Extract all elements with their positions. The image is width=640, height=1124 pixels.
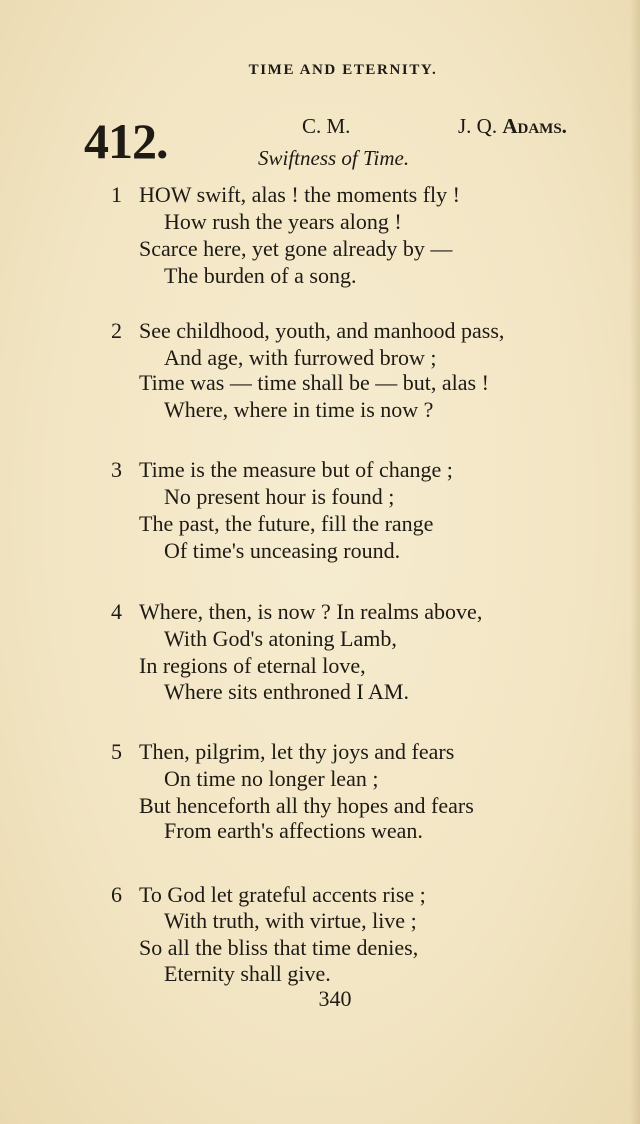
verse-line: From earth's affections wean.: [164, 818, 423, 843]
verse-line: With God's atoning Lamb,: [164, 626, 397, 651]
page-number: 340: [318, 986, 352, 1011]
verse-line: The past, the future, fill the range: [139, 511, 434, 536]
hymn-author: [458, 114, 567, 139]
verse-line: In regions of eternal love,: [139, 653, 366, 678]
verse-number: 3: [111, 457, 122, 482]
verse-line: Eternity shall give.: [164, 961, 331, 986]
verse-number: 5: [111, 739, 122, 764]
verse-line: But henceforth all thy hopes and fears: [139, 793, 474, 818]
verse-number: 1: [111, 182, 122, 207]
hymn-title: Swiftness of Time.: [258, 146, 410, 170]
author-surname: Adams.: [502, 114, 567, 138]
running-head: TIME AND ETERNITY.: [248, 62, 438, 78]
verse-line: Scarce here, yet gone already by —: [139, 236, 453, 261]
page-edge-shadow: [630, 0, 640, 1124]
verse-line: No present hour is found ;: [164, 484, 395, 509]
author-initials: J. Q.: [458, 114, 498, 138]
hymn-number: 412.: [84, 113, 168, 169]
verse-line: With truth, with virtue, live ;: [164, 908, 417, 933]
verse-line: To God let grateful accents rise ;: [139, 882, 426, 907]
verse-line: Time is the measure but of change ;: [139, 457, 453, 482]
verse-line: And age, with furrowed brow ;: [164, 345, 437, 370]
verse-line: On time no longer lean ;: [164, 766, 379, 791]
hymn-meter: C. M.: [302, 114, 351, 138]
verse-line: The burden of a song.: [164, 263, 357, 288]
verse-line: See childhood, youth, and manhood pass,: [139, 318, 505, 343]
verse-line: Where sits enthroned I AM.: [164, 679, 409, 704]
verse-line: Then, pilgrim, let thy joys and fears: [139, 739, 455, 764]
verse-line: Time was — time shall be — but, alas !: [139, 370, 489, 395]
verse-line: So all the bliss that time denies,: [139, 935, 419, 960]
verse-number: 6: [111, 882, 122, 907]
verse-number: 4: [111, 599, 122, 624]
verse-line: HOW swift, alas ! the moments fly !: [139, 182, 460, 207]
verse-line: Where, then, is now ? In realms above,: [139, 599, 483, 624]
verse-number: 2: [111, 318, 122, 343]
verse-line: Of time's unceasing round.: [164, 538, 401, 563]
verse-line: Where, where in time is now ?: [164, 397, 434, 422]
verse-line: How rush the years along !: [164, 209, 402, 234]
